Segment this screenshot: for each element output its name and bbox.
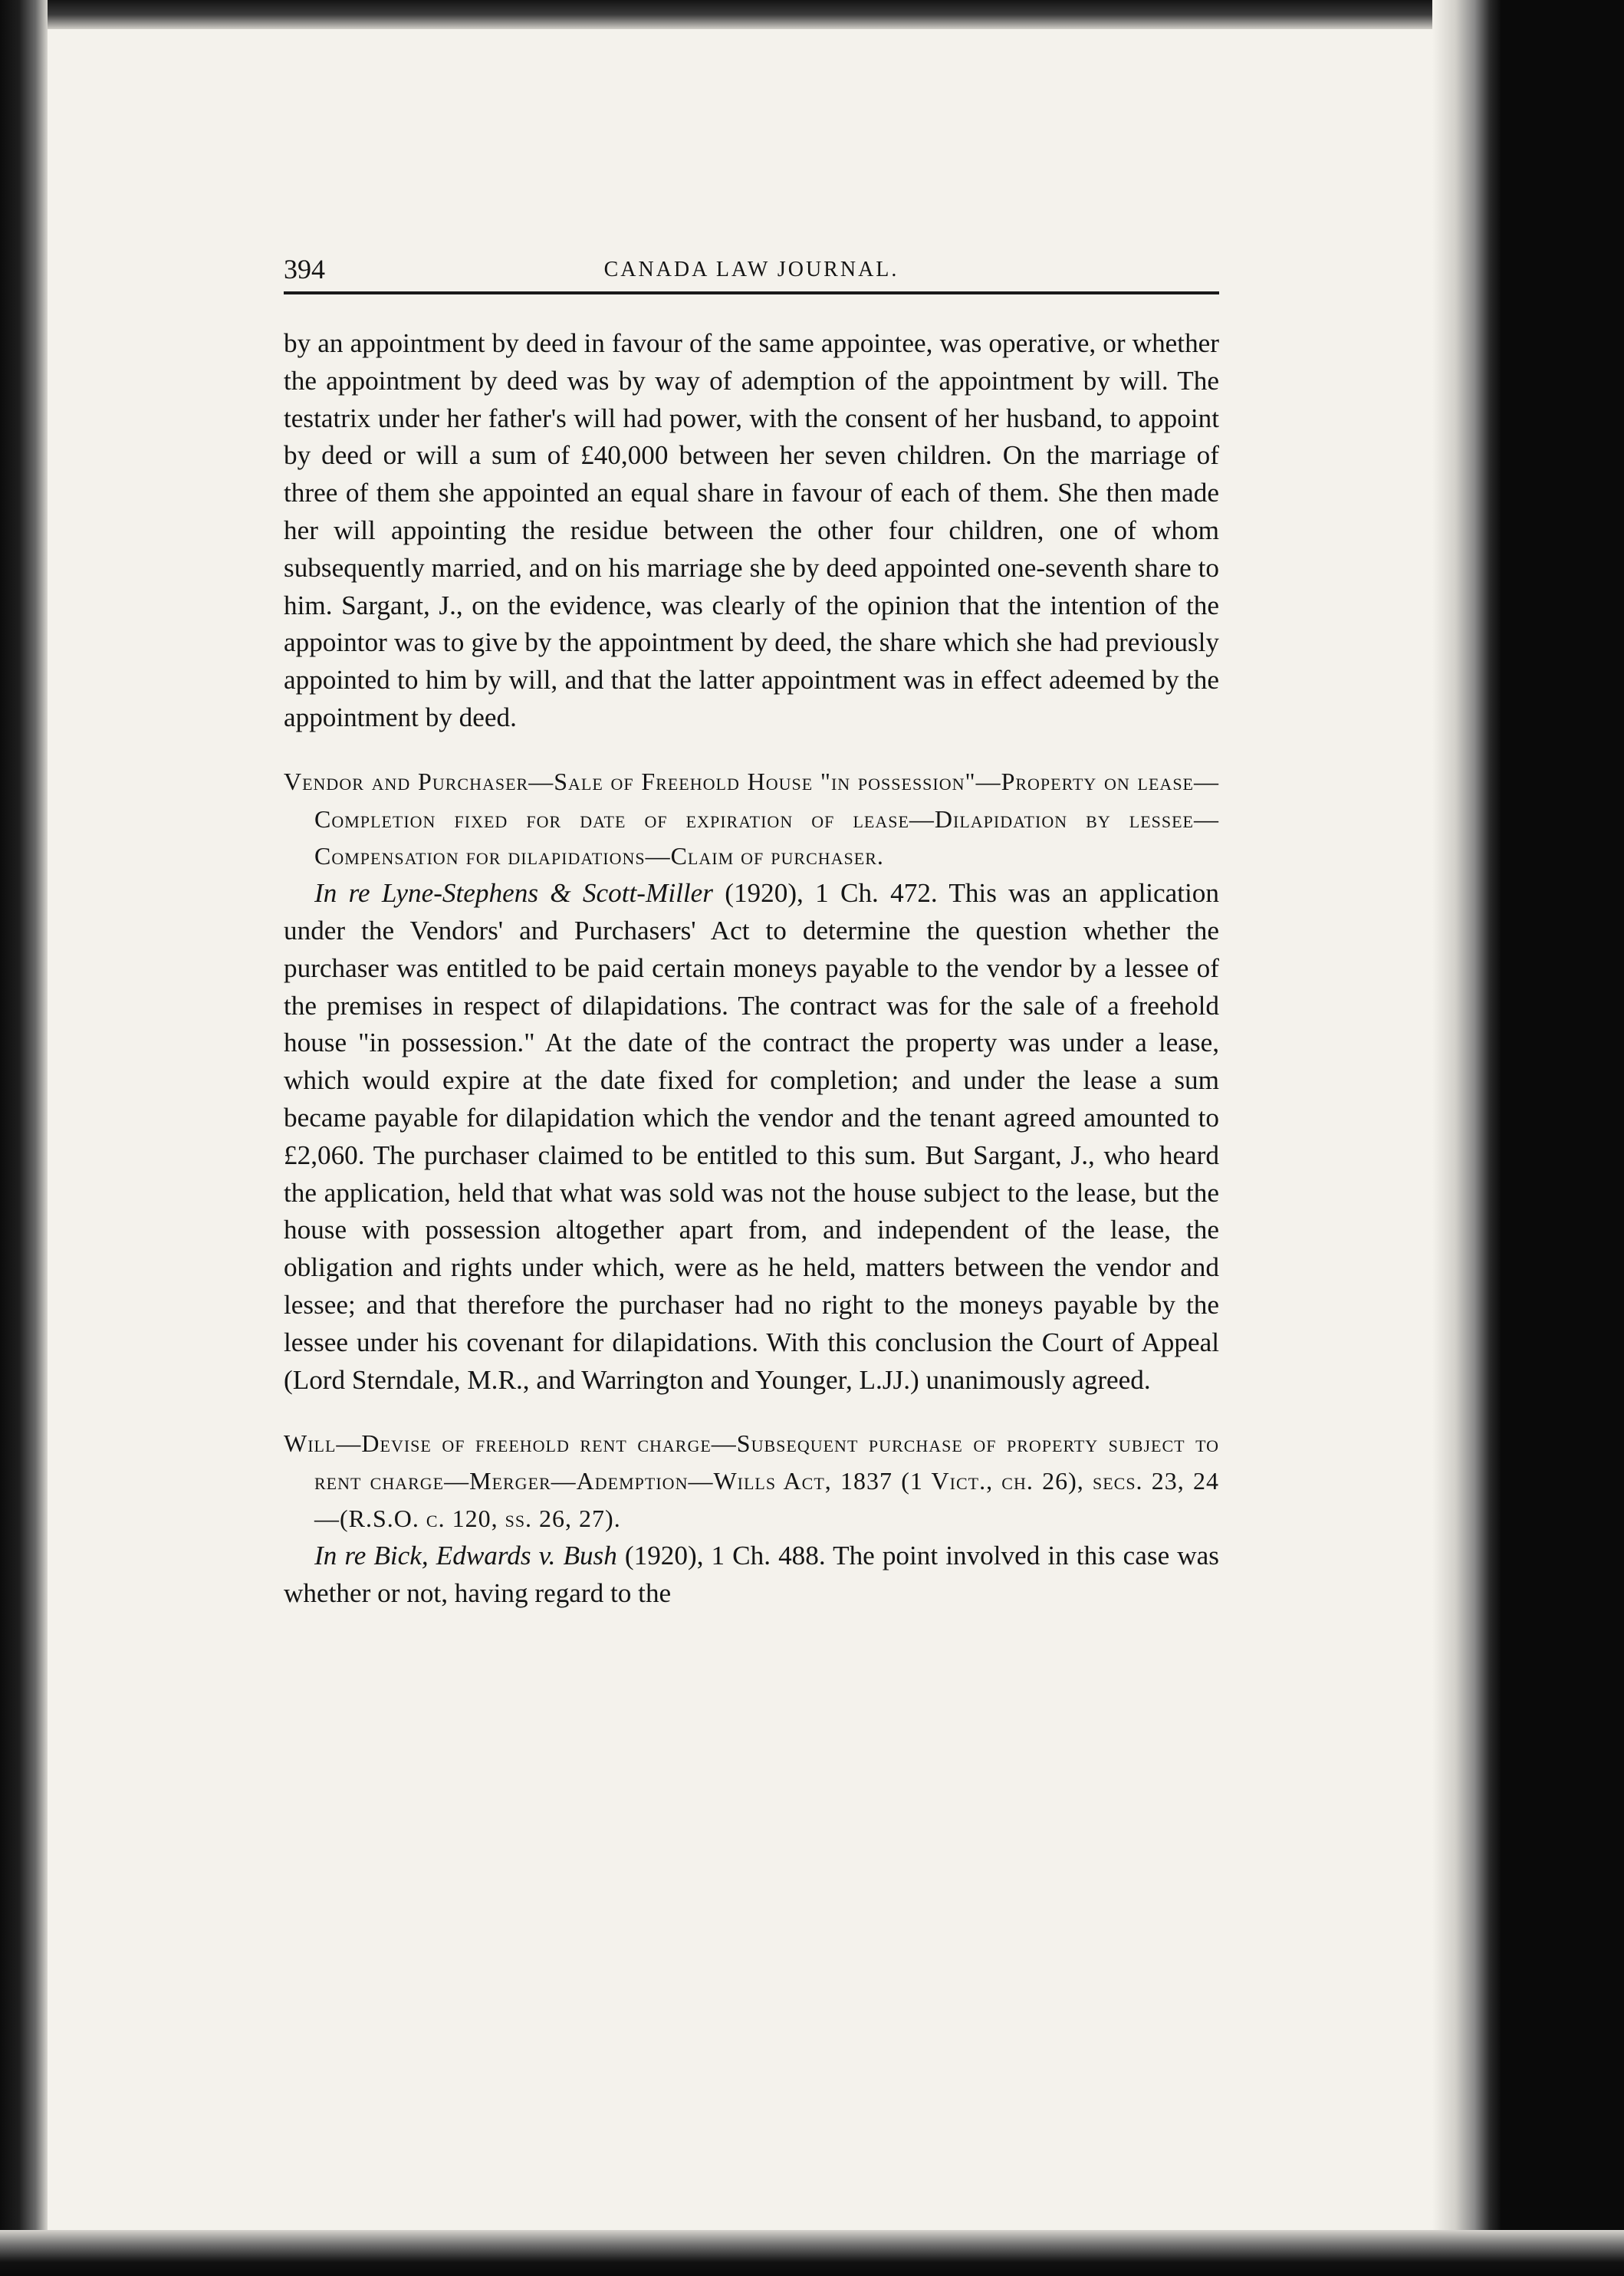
section-heading-will: Will—Devise of freehold rent charge—Subsequent purchase of property subject to rent charge—Merger—Ademption—Wills Act, 1837 (1 Vict., ch. 26), secs. 23, 24 —(R.S.O. c. 120, ss. 26, 27).	[284, 1429, 1219, 1532]
case-citation: In re Bick, Edwards v. Bush	[314, 1540, 617, 1571]
paragraph-continued: by an appointment by deed in favour of the same appointee, was operative, or whether the appointment by deed was by way of ademption of the appointment by will. The testatrix under her father's will had power, with the consent of her husband, to appoint by deed or will a sum of £40,000 between her seven children. On the marriage of three of them she appointed an equal share in favour of each of them. She then made her will appointing the residue between the other four children, one of whom subsequently married, and on his marriage she by deed appointed one-seventh share to him. Sargant, J., on the evidence, was clearly of the opinion that the intention of the appointor was to give by the appointment by deed, the share which she had previously appointed to him by will, and that the latter appointment was in effect adeemed by the appointment by deed.	[284, 328, 1219, 732]
case-citation: In re Lyne-Stephens & Scott-Miller	[314, 878, 713, 909]
section-heading-vendor-purchaser: Vendor and Purchaser—Sale of Freehold House "in possession"—Property on lease—Completion fixed for date of expiration of lease—Dilapidation by lessee—Compensation for dilapidations—Claim of purchaser.	[284, 767, 1220, 870]
journal-page	[284, 253, 1219, 1612]
running-head	[284, 253, 1219, 294]
paragraph-re-bick	[284, 1538, 1219, 1613]
paragraph-lyne-stephens	[284, 875, 1219, 1399]
paragraph-text: (1920), 1 Ch. 472. This was an application under the Vendors' and Purchasers' Act to determine the question whether the purchaser was entitled to be paid certain moneys payable to the vendor by a lessee of the premises in respect of dilapidations. The contract was for the sale of a freehold house "in possession." At the date of the contract the property was under a lease, which would expire at the date fixed for completion; and under the lease a sum became payable for dilapidation which the vendor and the tenant agreed amounted to £2,060. The purchaser claimed to be entitled to this sum. But Sargant, J., who heard the application, held that what was sold was not the house subject to the lease, but the house with possession altogether apart from, and independent of the lease, the obligation and rights under which, were as he held, matters between the vendor and lessee; and that therefore the purchaser had no right to the moneys payable by the lessee under his covenant for dilapidations. With this conclusion the Court of Appeal (Lord Sterndale, M.R., and Warrington and Younger, L.JJ.) unanimously agreed.	[284, 878, 1219, 1395]
scan-edge-left	[0, 0, 48, 2276]
scan-edge-bottom	[0, 2230, 1624, 2276]
scan-edge-top	[0, 0, 1624, 29]
journal-title: CANADA LAW JOURNAL.	[603, 258, 899, 281]
page-number: 394	[284, 254, 325, 284]
scan-edge-right	[1432, 0, 1624, 2276]
paragraph-text: (1920), 1 Ch. 488. The point involved in this case was whether or not, having regard to the	[284, 1540, 1219, 1608]
